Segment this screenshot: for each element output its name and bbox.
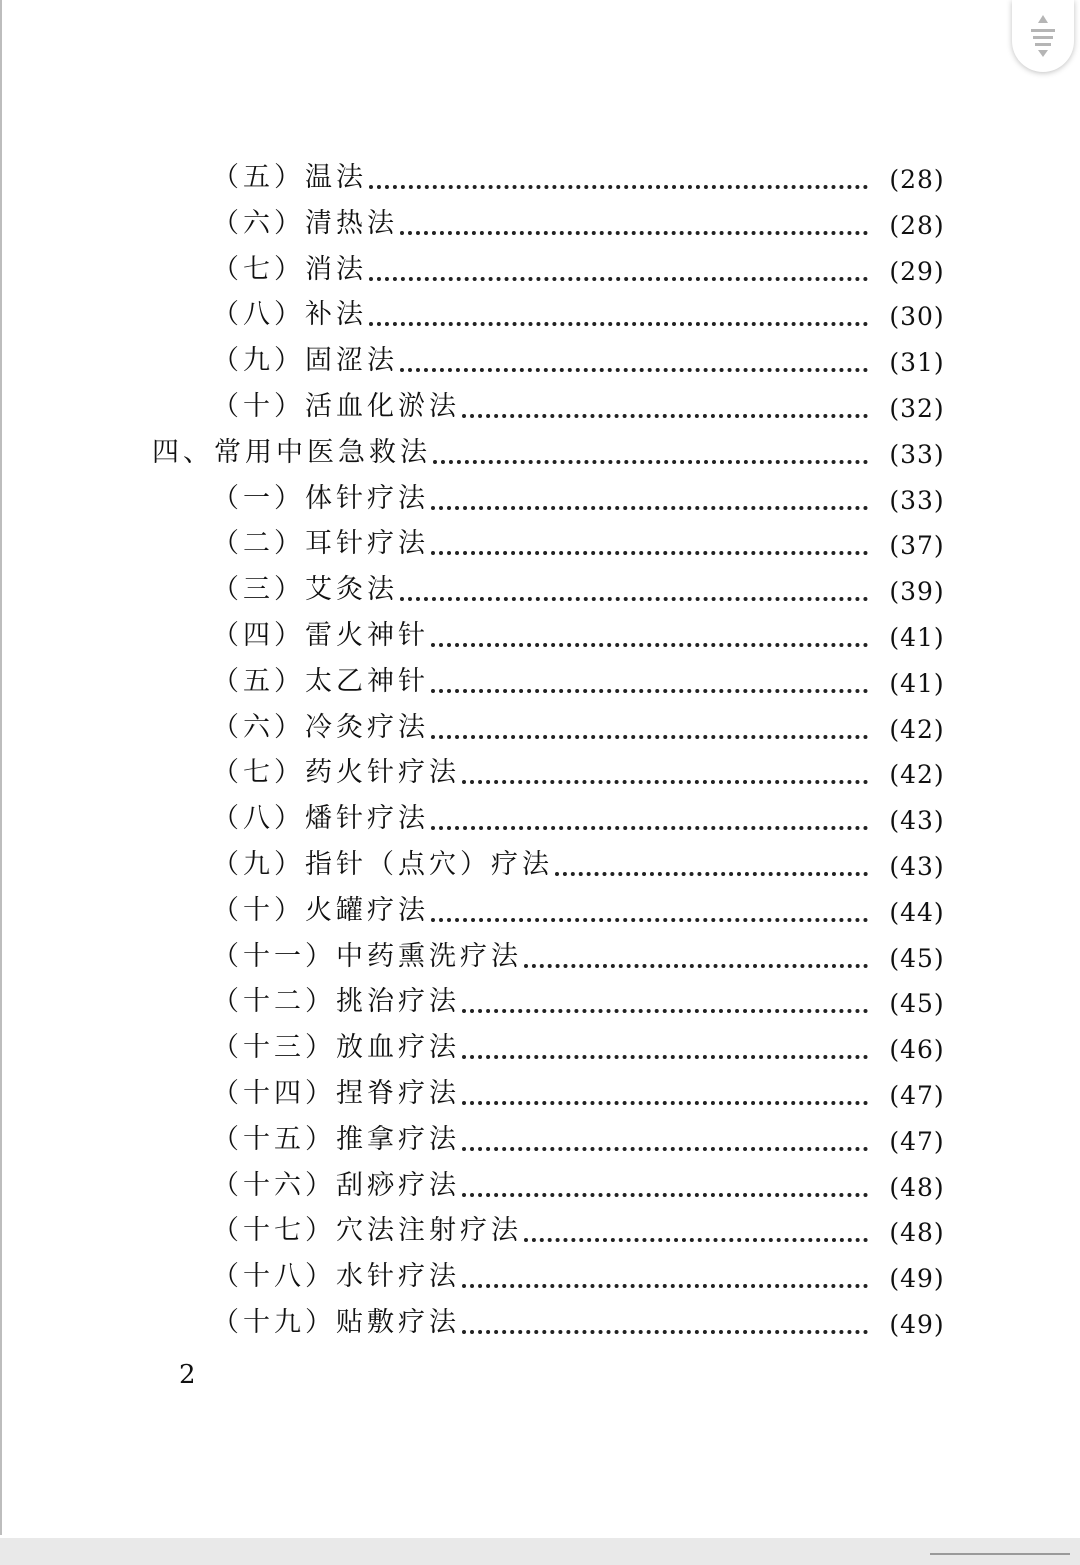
toc-entry-title: （七）药火针疗法 (212, 757, 460, 789)
toc-entry[interactable] (0, 979, 1080, 1025)
bottom-divider (930, 1553, 1070, 1555)
toc-entry[interactable] (0, 1208, 1080, 1254)
toc-entry[interactable] (0, 155, 1080, 201)
toc-entry-title: （三）艾灸法 (212, 574, 398, 606)
toc-page-number: (30) (889, 302, 945, 332)
toc-dot-leader (400, 231, 868, 235)
toc-entry-title: （十四）捏脊疗法 (212, 1078, 460, 1109)
toc-dot-leader (400, 597, 868, 601)
toc-page-number: (43) (889, 852, 945, 881)
toc-page-number: (41) (889, 668, 945, 698)
toc-page-number: (39) (889, 577, 945, 607)
toc-page-number: (47) (889, 1081, 945, 1110)
toc-entry[interactable] (0, 1025, 1080, 1071)
toc-entry-title: （十三）放血疗法 (212, 1032, 460, 1064)
toc-page-number: (46) (889, 1035, 945, 1065)
toc-dot-leader (462, 1147, 868, 1151)
toc-page-number: (45) (889, 943, 945, 973)
toc-page-number: (48) (889, 1172, 945, 1202)
toc-entry-title: （十一）中药熏洗疗法 (212, 940, 522, 972)
toc-entry[interactable] (0, 796, 1080, 842)
toc-dot-leader (555, 872, 868, 876)
toc-entry-title: （二）耳针疗法 (212, 528, 429, 560)
toc-entry[interactable] (0, 750, 1080, 796)
toc-dot-leader (369, 185, 868, 189)
toc-dot-leader (431, 551, 868, 555)
toc-dot-leader (369, 322, 868, 326)
toc-entry-title: （四）雷火神针 (212, 620, 429, 651)
toc-entry[interactable] (0, 1071, 1080, 1117)
toc-dot-leader (462, 1009, 868, 1013)
toc-dot-leader (462, 414, 868, 418)
toc-entry[interactable] (0, 613, 1080, 659)
toc-entry-title: （十）活血化淤法 (212, 391, 460, 422)
toc-page-number: (32) (889, 394, 945, 423)
toc-entry-title: （十九）贴敷疗法 (212, 1307, 460, 1338)
toc-entry[interactable] (0, 430, 1080, 476)
toc-entry-title: （六）清热法 (212, 207, 398, 239)
toc-entry[interactable] (0, 705, 1080, 751)
toc-entry-title: （五）温法 (212, 162, 367, 193)
toc-entry-title: （十八）水针疗法 (212, 1261, 460, 1293)
toc-entry-title: （七）消法 (212, 253, 367, 285)
toc-entry[interactable] (0, 1117, 1080, 1163)
toc-page-number: (43) (889, 806, 945, 836)
toc-dot-leader (431, 735, 868, 739)
toc-dot-leader (369, 277, 868, 281)
toc-dot-leader (433, 460, 868, 464)
page-number: 2 (179, 1360, 196, 1390)
toc-entry-title: （八）燔针疗法 (212, 803, 429, 835)
toc-entry[interactable] (0, 842, 1080, 888)
toc-dot-leader (431, 643, 868, 647)
toc-page-number: (37) (889, 531, 945, 561)
toc-page-number: (45) (889, 989, 945, 1019)
toc-page-number: (42) (889, 714, 945, 744)
toc-dot-leader (524, 964, 868, 968)
toc-entry[interactable] (0, 1163, 1080, 1209)
bottom-bar (0, 1538, 1080, 1565)
toc-dot-leader (462, 1055, 868, 1059)
toc-entry[interactable] (0, 247, 1080, 293)
toc-dot-leader (400, 368, 868, 372)
toc-entry[interactable] (0, 201, 1080, 247)
scroll-handle-icon (1028, 13, 1058, 59)
toc-entry-title: （十七）穴法注射疗法 (212, 1215, 522, 1247)
toc-entry[interactable] (0, 1254, 1080, 1300)
toc-entry[interactable] (0, 292, 1080, 338)
toc-page-number: (41) (889, 623, 945, 652)
toc-page-number: (28) (889, 165, 945, 194)
toc-entry-title: （十六）刮痧疗法 (212, 1169, 460, 1201)
toc-entry[interactable] (0, 934, 1080, 980)
toc-dot-leader (431, 506, 868, 510)
toc-page-number: (29) (889, 256, 945, 286)
toc-entry[interactable] (0, 659, 1080, 705)
toc-entry-title: （十二）挑治疗法 (212, 986, 460, 1018)
toc-page-number: (49) (889, 1264, 945, 1294)
toc-entry[interactable] (0, 338, 1080, 384)
toc-entry-title: （六）冷灸疗法 (212, 711, 429, 743)
toc-dot-leader (431, 826, 868, 830)
toc-dot-leader (462, 1193, 868, 1197)
toc-entry[interactable] (0, 888, 1080, 934)
toc-entry-title: （九）固涩法 (212, 345, 398, 377)
toc-entry[interactable] (0, 567, 1080, 613)
toc-entry-title: （十）火罐疗法 (212, 894, 429, 926)
toc-dot-leader (431, 918, 868, 922)
toc-dot-leader (462, 1284, 868, 1288)
toc-page-number: (44) (889, 897, 945, 927)
toc-page-number: (33) (889, 485, 945, 515)
toc-page-number: (49) (889, 1310, 945, 1339)
toc-dot-leader (524, 1238, 868, 1242)
toc-entry-title: （十五）推拿疗法 (212, 1123, 460, 1155)
toc-entry-title: 四、常用中医急救法 (152, 436, 431, 468)
toc-dot-leader (462, 1101, 868, 1105)
toc-page-number: (31) (889, 348, 945, 378)
toc-entry[interactable] (0, 476, 1080, 522)
toc-dot-leader (462, 780, 868, 784)
toc-page-number: (47) (889, 1126, 945, 1156)
toc-page-number: (42) (889, 760, 945, 790)
toc-entry-title: （五）太乙神针 (212, 665, 429, 697)
toc-entry[interactable] (0, 1300, 1080, 1346)
toc-page-number: (48) (889, 1218, 945, 1248)
toc-page-number: (33) (889, 439, 945, 469)
toc-dot-leader (431, 689, 868, 693)
scroll-handle[interactable] (1012, 0, 1074, 72)
toc-page-number: (28) (889, 210, 945, 240)
toc-entry[interactable] (0, 384, 1080, 430)
toc-entry[interactable] (0, 521, 1080, 567)
toc-entry-title: （一）体针疗法 (212, 482, 429, 514)
toc-entry-title: （八）补法 (212, 299, 367, 331)
toc-dot-leader (462, 1330, 868, 1334)
toc-entry-title: （九）指针（点穴）疗法 (212, 849, 553, 880)
